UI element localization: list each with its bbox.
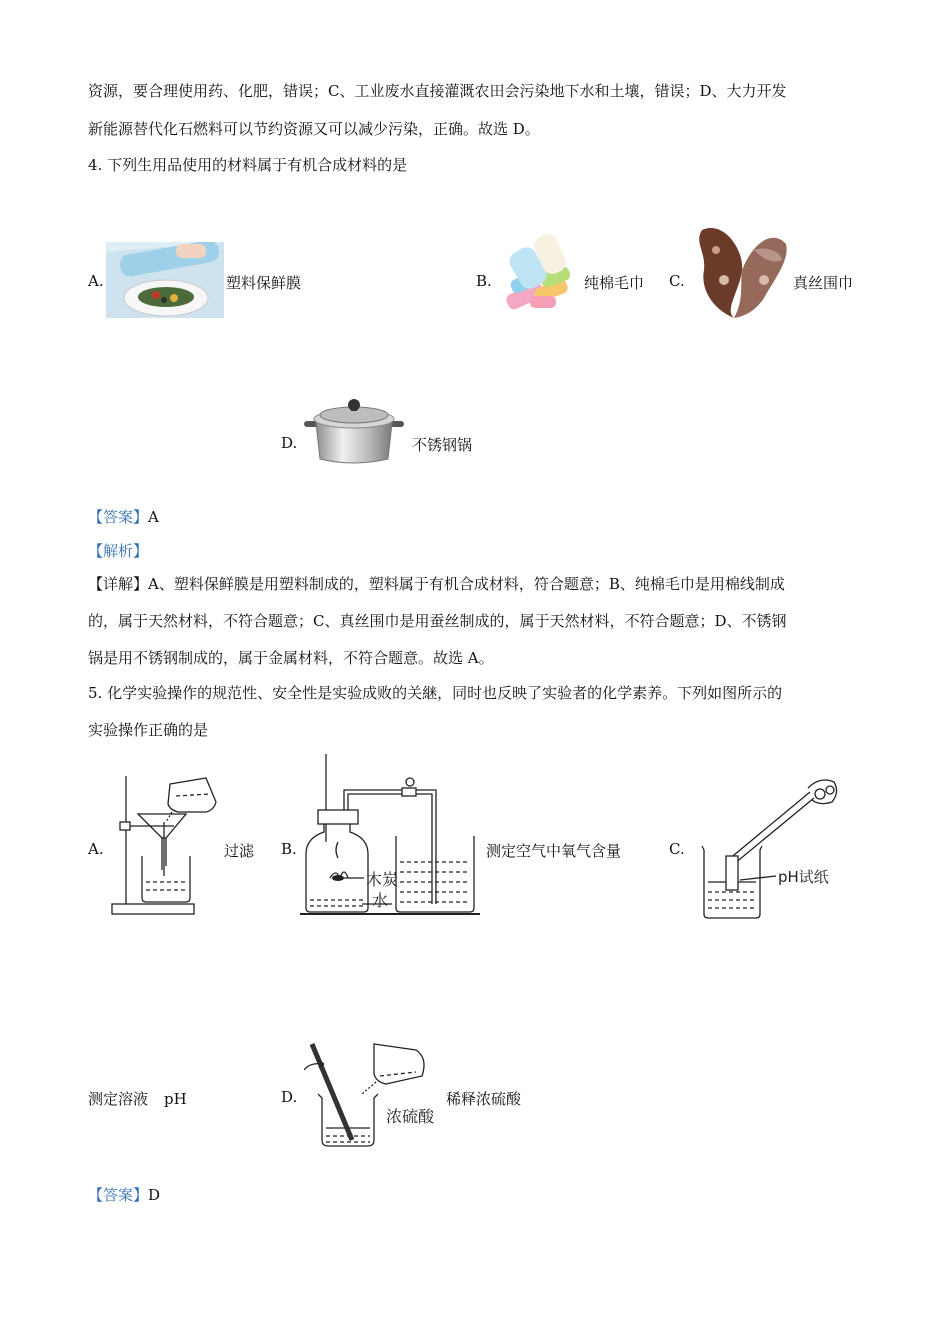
paragraph-line-1: 资源，要合理使用药、化肥，错误；C、工业废水直接灌溉农田会污染地下水和土壤，错误；D、大力开发: [88, 82, 787, 100]
q5-stem-line-1: 5. 化学实验操作的规范性、安全性是实验成败的关継，同时也反映了实验者的化学素养。下列如图所示的: [88, 684, 783, 702]
water-label: 水: [372, 891, 389, 910]
oxygen-measure-apparatus-figure: [300, 754, 484, 920]
q4-detail-line-2: 的，属于天然材料，不符合题意；C、真丝围巾是用蚕丝制成的，属于天然材料，不符合题意；D、不锈钢: [88, 612, 787, 630]
q4-option-c-letter: C.: [669, 272, 685, 290]
q4-option-d-letter: D.: [281, 434, 298, 452]
q4-detail-line-3: 锅是用不锈钢制成的，属于金属材料，不符合题意。故选 A。: [88, 649, 494, 667]
q4-stem: 4. 下列生用品使用的材料属于有机合成材料的是: [88, 156, 408, 174]
answer-tag: 【答案】: [88, 1186, 149, 1204]
ph-test-apparatus-figure: [700, 772, 842, 922]
q4-option-c-text: 真丝围巾: [793, 274, 854, 292]
q5-option-c-text-a: 测定溶液: [88, 1090, 149, 1108]
q5-option-c-text-b: pH: [164, 1090, 187, 1108]
q4-answer: [88, 506, 159, 527]
stainless-pot-image: [302, 393, 406, 467]
q5-option-a-letter: A.: [88, 840, 104, 858]
q5-option-d-letter: D.: [281, 1088, 298, 1106]
q4-option-b-letter: B.: [476, 272, 492, 290]
cotton-towel-image: [500, 226, 576, 318]
answer-value: A: [148, 508, 159, 526]
q4-option-d-text: 不锈钢锅: [412, 436, 473, 454]
q5-option-c-letter: C.: [669, 840, 685, 858]
filtration-apparatus-figure: [106, 766, 222, 926]
plastic-wrap-image: [106, 242, 224, 318]
detail-text: A、塑料保鲜膜是用塑料制成的，塑料属于有机合成材料，符合题意；B、纯棉毛巾是用棉线制成: [148, 575, 785, 593]
charcoal-label: 木炭: [366, 870, 399, 889]
q5-option-a-text: 过滤: [224, 842, 255, 860]
q5-stem-line-2: 实验操作正确的是: [88, 721, 209, 739]
q4-option-a-letter: A.: [88, 272, 104, 290]
q5-option-d-text: 稀释浓硫酸: [446, 1090, 522, 1108]
q4-option-a-text: 塑料保鲜膜: [226, 274, 302, 292]
answer-tag: 【答案】: [88, 508, 149, 526]
ph-paper-label: pH试纸: [778, 868, 829, 886]
answer-value: D: [148, 1186, 161, 1204]
q5-option-b-text: 测定空气中氧气含量: [486, 842, 622, 860]
q5-option-b-letter: B.: [281, 840, 297, 858]
paragraph-line-2: 新能源替代化石燃料可以节约资源又可以减少污染，正确。故选 D。: [88, 120, 540, 138]
detail-tag: 【详解】: [88, 575, 149, 593]
q4-option-b-text: 纯棉毛巾: [584, 274, 645, 292]
silk-scarf-image: [694, 220, 790, 320]
q5-option-c-text: [88, 1088, 187, 1109]
dilution-apparatus-figure: [304, 1036, 444, 1156]
q5-answer: [88, 1184, 160, 1205]
q4-detail-line-1: [88, 573, 785, 594]
q4-analysis-tag: 【解析】: [88, 542, 149, 560]
conc-acid-label: 浓硫酸: [386, 1107, 435, 1126]
